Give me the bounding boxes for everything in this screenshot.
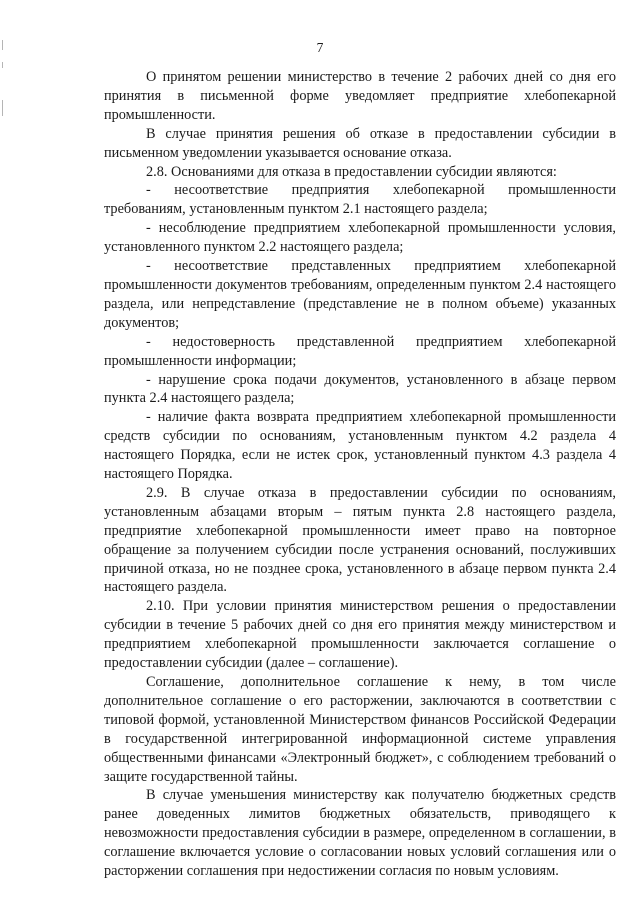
scan-edge-mark xyxy=(2,62,3,68)
paragraph: 2.8. Основаниями для отказа в предоставлении субсидии являются: xyxy=(146,163,557,180)
list-item: - несоблюдение предприятием хлебопекарной промышленности условия, установленного пунктом 2.2 настоящего раздела; xyxy=(104,220,616,256)
paragraph: О принятом решении министерство в течение 2 рабочих дней со дня его принятия в письменной форме уведомляет предприятие хлебопекарной промышленности. xyxy=(104,69,616,123)
list-item: - несоответствие предприятия хлебопекарной промышленности требованиям, установленным пунктом 2.1 настоящего раздела; xyxy=(104,182,616,218)
list-item: - несоответствие представленных предприятием хлебопекарной промышленности документов требованиям, определенным пунктом 2.4 настоящего раздела, или непредставление (представление не в полном объеме) указанных документов; xyxy=(104,258,616,331)
list-item: - наличие факта возврата предприятием хлебопекарной промышленности средств субсидии по основаниям, установленным пунктом 4.2 раздела 4 настоящего Порядка, если не истек срок, установленный пунктом 4.3 раздела 4 настоящего Порядка. xyxy=(104,409,616,483)
paragraph: 2.10. При условии принятия министерством решения о предоставлении субсидии в течение 5 рабочих дней со дня его принятия между министерством и предприятием хлебопекарной промышленности заключается соглашение о предоставлении субсидии (далее – соглашение). xyxy=(104,598,616,672)
paragraph: Соглашение, дополнительное соглашение к нему, в том числе дополнительное соглашение о его расторжении, заключаются в соответствии с типовой формой, установленной Министерством финансов Российской Федерации в государственной интегрированной информационной системе управления общественными финансами «Электронный бюджет», с соблюдением требований о защите государственной тайны. xyxy=(104,674,616,785)
scan-edge-mark xyxy=(2,100,3,116)
list-item: - недостоверность представленной предприятием хлебопекарной промышленности информации; xyxy=(104,333,616,369)
document-body xyxy=(104,68,616,881)
page-number: 7 xyxy=(316,40,324,55)
paragraph: 2.9. В случае отказа в предоставлении субсидии по основаниям, установленным абзацами вторым – пятым пункта 2.8 настоящего раздела, предприятие хлебопекарной промышленности имеет право на повторное обращение за получением субсидии после устранения оснований, послуживших причиной отказа, но не позднее срока, установленного в абзаце первом пункта 2.4 настоящего раздела. xyxy=(104,484,616,596)
list-item: - нарушение срока подачи документов, установленного в абзаце первом пункта 2.4 настоящего раздела; xyxy=(104,371,616,407)
paragraph: В случае уменьшения министерству как получателю бюджетных средств ранее доведенных лимитов бюджетных обязательств, приводящего к невозможности предоставления субсидии в размере, определенном в соглашении, в соглашение включается условие о согласовании новых условий соглашения или о расторжении соглашения при недостижении согласия по новым условиям. xyxy=(104,787,616,880)
paragraph: В случае принятия решения об отказе в предоставлении субсидии в письменном уведомлении указывается основание отказа. xyxy=(104,125,616,161)
